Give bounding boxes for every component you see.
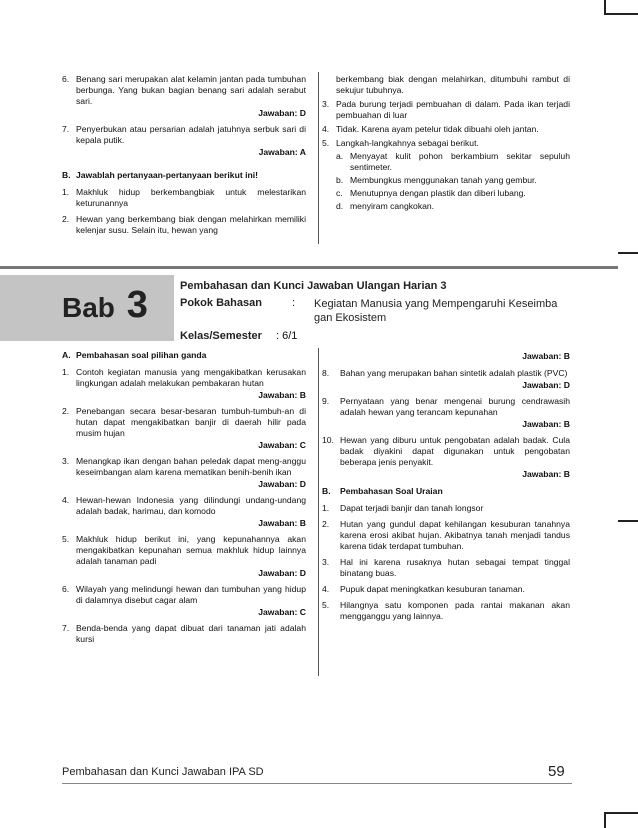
list-item: 2. Penebangan secara besar-besaran tumbuh-tumbuh-an di hutan dapat mengakibatkan banjir di daerah hilir pada musim hujan Jawaban: C	[62, 406, 306, 450]
list-item: 5. Makhluk hidup berikut ini, yang kepunahannya akan mengakibatkan kepunahan semua makhluk hidup lainnya adalah tanaman padi Jawaban: D	[62, 534, 306, 578]
answer-label: Jawaban: B	[258, 390, 306, 400]
answer-label: Jawaban: C	[258, 607, 306, 617]
footer-rule	[62, 783, 572, 784]
pokok-bahasan-label: Pokok Bahasan	[180, 297, 262, 309]
chapter-rule	[0, 266, 618, 269]
section-heading: B. Jawablah pertanyaan-pertanyaan berikut ini!	[62, 170, 258, 180]
list-item: 10. Hewan yang diburu untuk pengobatan adalah badak. Cula badak diyakini dapat digunakan untuk pengobatan beberapa jenis penyakit. Jawaban: B	[322, 435, 570, 479]
list-item: berkembang biak dengan melahirkan, ditumbuhi rambut di sekujur tubuhnya.	[336, 74, 570, 95]
sub-item: b. Membungkus menggunakan tanah yang gembur.	[336, 175, 537, 185]
footer-text: Pembahasan dan Kunci Jawaban IPA SD	[62, 766, 264, 778]
answer-label: Jawaban: D	[258, 108, 306, 118]
column-divider	[318, 348, 319, 676]
crop-mark	[604, 812, 606, 828]
sub-item: c. Menutupnya dengan plastik dan diberi lubang.	[336, 188, 526, 198]
kelas-semester-value: : 6/1	[276, 330, 298, 342]
top-right-column	[322, 74, 570, 212]
answer-label: Jawaban: C	[258, 440, 306, 450]
list-item: 1. Makhluk hidup berkembangbiak untuk melestarikan keturunannya	[62, 187, 306, 208]
answer-label: Jawaban: D	[522, 380, 570, 390]
answer-label: Jawaban: B	[522, 351, 570, 361]
answer-label: Jawaban: D	[258, 568, 306, 578]
crop-mark	[604, 0, 606, 14]
sub-item: d. menyiram cangkokan.	[336, 201, 435, 211]
list-item: 7. Penyerbukan atau persarian adalah jatuhnya serbuk sari di kepala putik. Jawaban: A	[62, 124, 306, 157]
list-item: 1. Dapat terjadi banjir dan tanah longsor	[322, 503, 484, 513]
list-item: 5. Hilangnya satu komponen pada rantai makanan akan mengganggu yang lainnya.	[322, 600, 570, 621]
top-left-column	[62, 74, 306, 241]
sub-item: a. Menyayat kulit pohon berkambium sekitar sepuluh sentimeter.	[336, 151, 570, 172]
list-item: 6. Benang sari merupakan alat kelamin jantan pada tumbuhan berbunga. Yang bukan bagian benang sari adalah serabut sari. Jawaban: D	[62, 74, 306, 118]
list-item: 1. Contoh kegiatan manusia yang mengakibatkan kerusakan lingkungan adalah melakukan pembakaran hutan Jawaban: B	[62, 367, 306, 400]
crop-mark	[618, 520, 638, 522]
list-item: 4. Pupuk dapat meningkatkan kesuburan tanaman.	[322, 584, 525, 594]
chapter-label: Bab 3	[62, 284, 148, 326]
list-item: 9. Pernyataan yang benar mengenai burung cendrawasih adalah hewan yang terancam kepunahan Jawaban: B	[322, 396, 570, 429]
chapter-title: Pembahasan dan Kunci Jawaban Ulangan Harian 3	[180, 280, 447, 292]
list-item: 4. Hewan-hewan Indonesia yang dilindungi undang-undang adalah badak, harimau, dan komodo Jawaban: B	[62, 495, 306, 528]
list-item: 3. Pada burung terjadi pembuahan di dalam. Pada ikan terjadi pembuahan di luar	[322, 99, 570, 120]
list-item: 7. Benda-benda yang dapat dibuat dari tanaman jati adalah kursi	[62, 623, 306, 644]
crop-mark	[618, 252, 638, 254]
list-item: 2. Hutan yang gundul dapat kehilangan kesuburan tanahnya karena erosi akibat hujan. Akibatnya tanah menjadi tandus karena tidak terdapat tumbuhan.	[322, 519, 570, 551]
bottom-left-column	[62, 350, 306, 650]
answer-label: Jawaban: B	[258, 518, 306, 528]
answer-label: Jawaban: B	[522, 419, 570, 429]
answer-label: Jawaban: A	[258, 147, 306, 157]
crop-mark	[604, 812, 638, 814]
column-divider	[318, 72, 319, 244]
list-item: 4. Tidak. Karena ayam petelur tidak dibuahi oleh jantan.	[322, 124, 539, 134]
kelas-semester-label: Kelas/Semester	[180, 330, 262, 342]
answer-label: Jawaban: B	[522, 469, 570, 479]
answer-label: Jawaban: D	[258, 479, 306, 489]
list-item: 5. Langkah-langkahnya sebagai berikut.	[322, 138, 479, 148]
crop-mark	[604, 13, 638, 15]
pokok-bahasan-value: Kegiatan Manusia yang Mempengaruhi Keseimba gan Ekosistem	[314, 298, 558, 324]
list-item: 3. Menangkap ikan dengan bahan peledak dapat meng-anggu keseimbangan alam karena mematikan benih-benih ikan Jawaban: D	[62, 456, 306, 489]
section-heading: B. Pembahasan Soal Uraian	[322, 486, 443, 496]
list-item: 2. Hewan yang berkembang biak dengan melahirkan memiliki kelenjar susu. Selain itu, hewan yang	[62, 214, 306, 235]
bottom-right-column	[322, 350, 570, 627]
section-heading: A. Pembahasan soal pilihan ganda	[62, 350, 207, 360]
list-item: 3. Hal ini karena rusaknya hutan sebagai tempat tinggal binatang buas.	[322, 557, 570, 578]
list-item: 8. Bahan yang merupakan bahan sintetik adalah plastik (PVC) Jawaban: D	[322, 368, 570, 390]
page-number: 59	[548, 763, 565, 780]
list-item: 6. Wilayah yang melindungi hewan dan tumbuhan yang hidup di dalamnya disebut cagar alam Jawaban: C	[62, 584, 306, 617]
